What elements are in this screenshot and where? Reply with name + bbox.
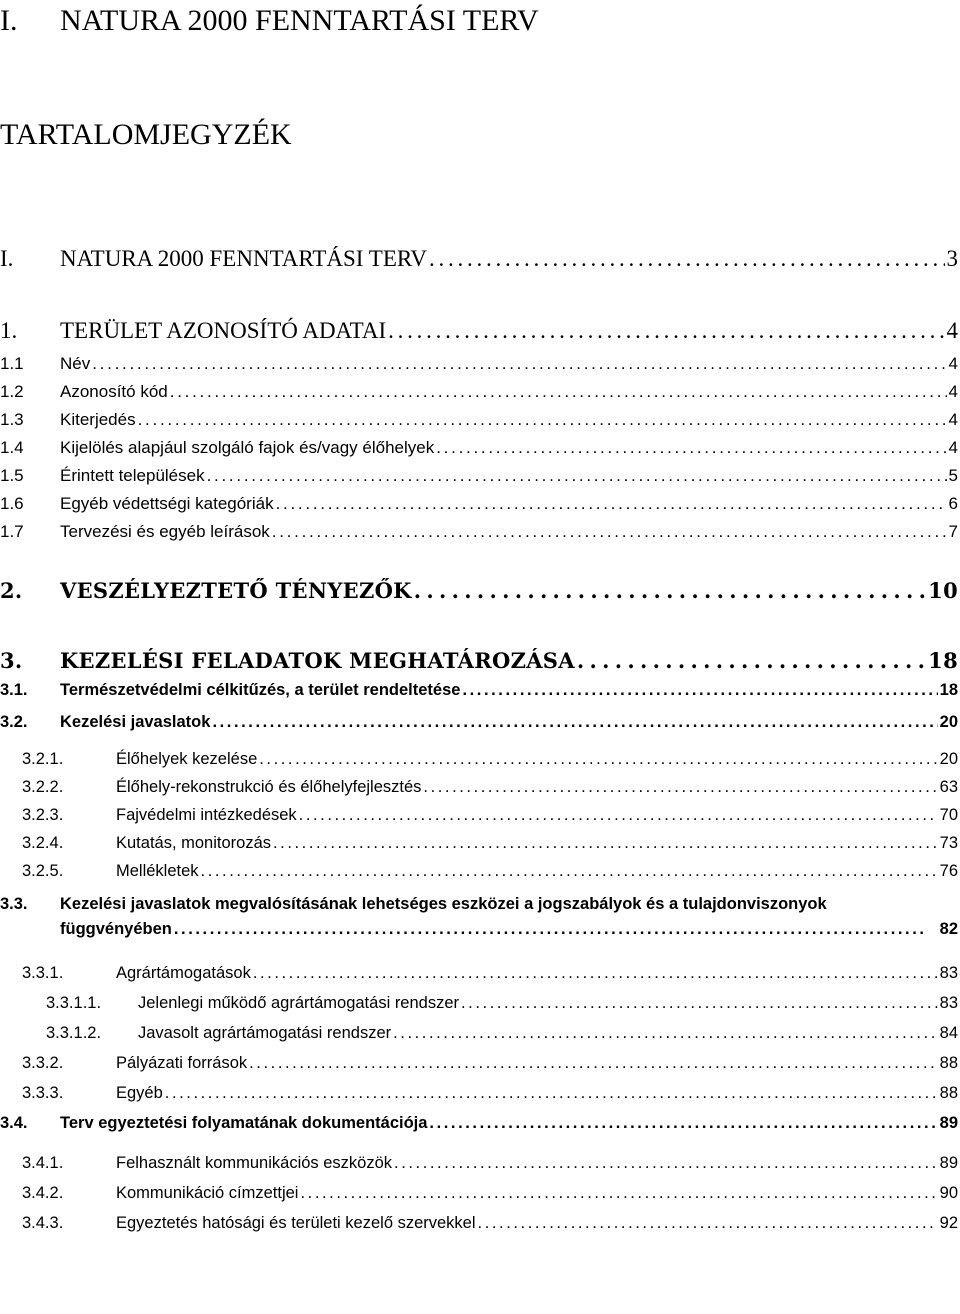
- toc-entry-number: 1.5: [0, 466, 24, 485]
- toc-entry-number: I.: [0, 246, 14, 271]
- toc-entry[interactable]: [0, 1114, 958, 1133]
- toc-entry-page: 76: [939, 862, 958, 880]
- toc-entry-page: 4: [948, 354, 958, 373]
- toc-entry-page: 20: [939, 750, 958, 768]
- toc-entry-title: Felhasznált kommunikációs eszközök: [116, 1154, 393, 1172]
- toc-entry[interactable]: [22, 806, 958, 825]
- toc-entry-title: Kezelési javaslatok: [60, 713, 211, 731]
- toc-entry-title: Kiterjedés: [60, 410, 136, 429]
- toc-entry-page: 20: [939, 713, 958, 731]
- toc-entry[interactable]: [0, 522, 958, 542]
- toc-entry-number: 3.4.2.: [22, 1184, 64, 1202]
- toc-entry[interactable]: [0, 494, 958, 514]
- dot-leader: [207, 466, 947, 486]
- dot-leader: [394, 1154, 938, 1173]
- toc-entry-title: Terv egyeztetési folyamatának dokumentációja: [60, 1114, 428, 1132]
- toc-entry-title: Azonosító kód: [60, 382, 168, 401]
- toc-entry[interactable]: [22, 1054, 958, 1073]
- toc-entry-title: Fajvédelmi intézkedések: [116, 806, 297, 824]
- toc-entry-title: Mellékletek: [116, 862, 199, 880]
- toc-entry-page: 4: [946, 318, 958, 343]
- toc-entry-page: 82: [939, 920, 958, 938]
- toc-entry[interactable]: [0, 354, 958, 374]
- toc-entry-page: 89: [939, 1154, 958, 1172]
- dot-leader: [478, 1214, 938, 1233]
- toc-entry-number: 3.: [0, 648, 23, 673]
- dot-leader: [299, 806, 938, 825]
- toc-entry-number: 3.3.1.: [22, 964, 64, 982]
- toc-entry-page: 83: [939, 994, 958, 1012]
- toc-entry-title: Egyéb védettségi kategóriák: [60, 494, 274, 513]
- toc-entry-title-line2: függvényében: [60, 920, 172, 938]
- toc-entry-page: 4: [948, 382, 958, 401]
- toc-entry[interactable]: [22, 862, 958, 881]
- toc-entry-page: 84: [939, 1024, 958, 1042]
- dot-leader: [165, 1084, 938, 1103]
- dot-leader: [272, 522, 947, 542]
- toc-entry-title: Élőhely-rekonstrukció és élőhelyfejlesztés: [116, 778, 422, 796]
- toc-entry-page: 88: [939, 1084, 958, 1102]
- toc-entry-title: Név: [60, 354, 91, 373]
- toc-entry-multiline[interactable]: [0, 895, 958, 939]
- toc-entry-title: TERÜLET AZONOSÍTÓ ADATAI: [60, 318, 387, 343]
- toc-entry[interactable]: [0, 681, 958, 700]
- toc-entry-page: 90: [939, 1184, 958, 1202]
- toc-entry-page: 7: [948, 522, 958, 541]
- toc-entry-number: 3.3.2.: [22, 1054, 64, 1072]
- toc-entry[interactable]: [0, 648, 958, 673]
- toc-entry-title: NATURA 2000 FENNTARTÁSI TERV: [60, 246, 428, 271]
- toc-entry[interactable]: [0, 438, 958, 458]
- toc-entry-title: KEZELÉSI FELADATOK MEGHATÁROZÁSA: [60, 648, 575, 673]
- dot-leader: [273, 834, 938, 853]
- toc-entry-page: 4: [948, 410, 958, 429]
- toc-entry-title-line1: Kezelési javaslatok megvalósításának lehetséges eszközei a jogszabályok és a tulajdonviszonyok: [60, 895, 827, 913]
- toc-entry-page: 6: [948, 494, 958, 513]
- toc-entry-number: 1.6: [0, 494, 24, 513]
- toc-entry-page: 3: [946, 246, 958, 271]
- toc-entry-number: 1.7: [0, 522, 24, 541]
- toc-heading: TARTALOMJEGYZÉK: [0, 118, 292, 151]
- toc-entry[interactable]: [22, 1214, 958, 1233]
- toc-entry[interactable]: [0, 578, 958, 603]
- toc-entry-page: 88: [939, 1054, 958, 1072]
- dot-leader: [423, 778, 937, 797]
- toc-entry-page: 18: [939, 681, 958, 699]
- dot-leader: [429, 246, 944, 272]
- page-heading-title: NATURA 2000 FENNTARTÁSI TERV: [60, 4, 539, 37]
- toc-entry-page: 63: [939, 778, 958, 796]
- toc-entry[interactable]: [0, 246, 958, 272]
- toc-entry-number: 3.2.1.: [22, 750, 64, 768]
- toc-entry[interactable]: [22, 1084, 958, 1103]
- toc-entry-page: 92: [939, 1214, 958, 1232]
- toc-entry[interactable]: [0, 410, 958, 430]
- toc-entry[interactable]: [22, 1184, 958, 1203]
- toc-entry[interactable]: [22, 834, 958, 853]
- dot-leader: [138, 410, 947, 430]
- toc-entry[interactable]: [46, 1024, 958, 1043]
- dot-leader: [462, 681, 937, 700]
- page-heading-number: I.: [0, 4, 18, 37]
- toc-entry-title: Természetvédelmi célkitűzés, a terület rendeltetése: [60, 681, 461, 699]
- dot-leader: [436, 438, 946, 458]
- toc-entry-number: 3.3.1.2.: [46, 1024, 102, 1042]
- toc-entry-number: 3.3.3.: [22, 1084, 64, 1102]
- toc-entry-page: 10: [928, 578, 958, 603]
- toc-entry[interactable]: [0, 713, 958, 732]
- dot-leader: [300, 1184, 937, 1203]
- toc-entry-title: Jelenlegi működő agrártámogatási rendszer: [138, 994, 460, 1012]
- toc-entry-number: 3.2.4.: [22, 834, 64, 852]
- toc-entry-title: Pályázati források: [116, 1054, 248, 1072]
- toc-entry-number: 3.4.3.: [22, 1214, 64, 1232]
- toc-entry-title: Élőhelyek kezelése: [116, 750, 258, 768]
- toc-entry-page: 83: [939, 964, 958, 982]
- dot-leader: [92, 354, 946, 374]
- toc-entry[interactable]: [22, 750, 958, 769]
- toc-entry-title: Érintett települések: [60, 466, 205, 485]
- dot-leader: [429, 1114, 937, 1133]
- toc-entry-title: Tervezési és egyéb leírások: [60, 522, 270, 541]
- toc-entry-number: 3.2.3.: [22, 806, 64, 824]
- toc-entry-number: 2.: [0, 578, 23, 603]
- dot-leader: [276, 494, 947, 514]
- toc-entry-page: 4: [948, 438, 958, 457]
- toc-entry-page: 73: [939, 834, 958, 852]
- toc-entry-page: 18: [928, 648, 958, 673]
- toc-entry-number: 1.: [0, 318, 18, 343]
- toc-entry-number: 3.4.: [0, 1114, 28, 1132]
- toc-entry[interactable]: [0, 318, 958, 344]
- toc-entry-number: 1.3: [0, 410, 24, 429]
- toc-entry-title: Javasolt agrártámogatási rendszer: [138, 1024, 392, 1042]
- dot-leader: [212, 713, 937, 732]
- dot-leader: [388, 318, 944, 344]
- dot-leader: [461, 994, 938, 1013]
- toc-entry[interactable]: [22, 1154, 958, 1173]
- dot-leader: [201, 862, 938, 881]
- dot-leader: [259, 750, 937, 769]
- toc-entry-title: Egyéb: [116, 1084, 163, 1102]
- toc-entry-number: 3.2.2.: [22, 778, 64, 796]
- toc-entry[interactable]: [0, 466, 958, 486]
- toc-entry-number: 3.3.: [0, 895, 28, 913]
- toc-entry-title: Kutatás, monitorozás: [116, 834, 271, 852]
- toc-entry[interactable]: [46, 994, 958, 1013]
- toc-entry-title: Agrártámogatások: [116, 964, 251, 982]
- toc-entry-number: 1.1: [0, 354, 24, 373]
- toc-entry-number: 3.3.1.1.: [46, 994, 102, 1012]
- dot-leader: [174, 920, 938, 939]
- toc-entry-title: VESZÉLYEZTETŐ TÉNYEZŐK: [60, 578, 412, 603]
- toc-entry-number: 1.2: [0, 382, 24, 401]
- toc-entry-number: 1.4: [0, 438, 24, 457]
- toc-entry[interactable]: [0, 382, 958, 402]
- dot-leader: [577, 648, 926, 673]
- toc-entry-number: 3.1.: [0, 681, 28, 699]
- toc-entry-number: 3.4.1.: [22, 1154, 64, 1172]
- dot-leader: [253, 964, 938, 983]
- toc-entry[interactable]: [22, 778, 958, 797]
- toc-entry-page: 5: [948, 466, 958, 485]
- dot-leader: [393, 1024, 938, 1043]
- dot-leader: [414, 578, 926, 603]
- dot-leader: [249, 1054, 938, 1073]
- toc-entry-number: 3.2.5.: [22, 862, 64, 880]
- toc-entry-page: 70: [939, 806, 958, 824]
- toc-entry-number: 3.2.: [0, 713, 28, 731]
- toc-entry-title: Kijelölés alapjául szolgáló fajok és/vagy élőhelyek: [60, 438, 435, 457]
- toc-entry-title: Egyeztetés hatósági és területi kezelő szervekkel: [116, 1214, 476, 1232]
- dot-leader: [170, 382, 947, 402]
- toc-entry-title: Kommunikáció címzettjei: [116, 1184, 299, 1202]
- toc-entry[interactable]: [22, 964, 958, 983]
- toc-entry-page: 89: [939, 1114, 958, 1132]
